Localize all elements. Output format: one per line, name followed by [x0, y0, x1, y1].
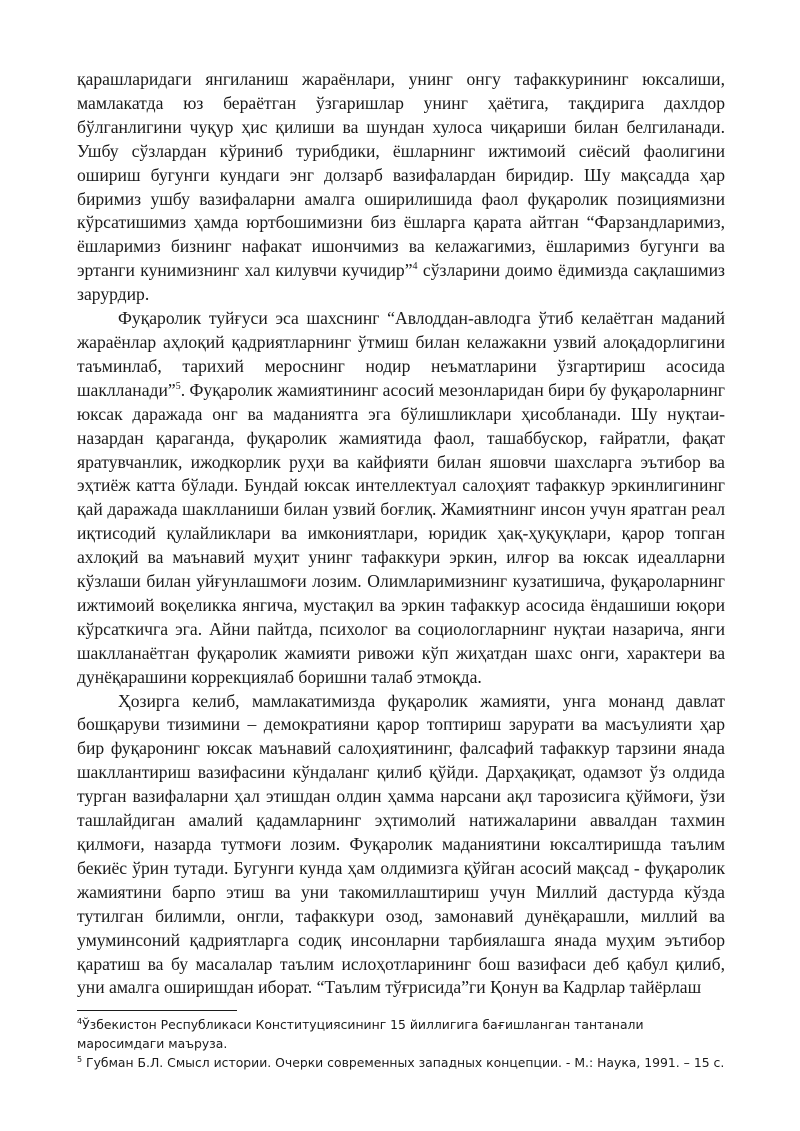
footnote-5-number: 5 [77, 1055, 83, 1065]
paragraph-1 [77, 68, 725, 307]
footnote-5 [77, 1053, 725, 1072]
paragraph-3 [77, 690, 725, 1001]
paragraph-2-text-a: Фуқаролик туйғуси эса шахснинг “Авлоддан-авлодга ўтиб келаётган маданий жараёнлар аҳлоқий қадриятларнинг ўтмиш билан келажакни узвий алоқадорлигини таъминлаб, тарихий мероснинг нодир неъматларини ўзгартириш асосида шаклланади” [77, 308, 725, 400]
paragraph-3-text: Ҳозирга келиб, мамлакатимизда фуқаролик жамияти, унга монанд давлат бошқаруви тизимини – демократияни қарор топтириш зарурати ва масъулияти ҳар бир фуқаронинг юксак маънавий салоҳиятининг, фалсафий тафаккур тарзини янада шакллантириш вазифасини кўндаланг қилиб қўйди. Дарҳақиқат, одамзот ўз олдида турган вазифаларни ҳал этишдан олдин ҳамма нарсани ақл тарозисига қўймоғи, ўзи ташлайдиган амалий қадамларнинг эҳтимолий натижаларини аввалдан тахмин қилмоғи, назарда тутмоғи лозим. Фуқаролик маданиятини юксалтиришда таълим бекиёс ўрин тутади. Бугунги кунда ҳам олдимизга қўйган асосий мақсад - фуқаролик жамиятини барпо этиш ва уни такомиллаштириш учун Миллий дастурда кўзда тутилган билимли, онгли, тафаккури озод, замонавий дунёқарашли, миллий ва умуминсоний қадриятларга содиқ инсонларни тарбиялашга янада муҳим эътибор қаратиш ва бу масалалар таълим ислоҳотларининг бош вазифаси деб қабул қилиб, уни амалга оширишдан иборат. “Таълим тўғрисида”ги Қонун ва Кадрлар тайёрлаш [77, 690, 725, 998]
footnote-4-number: 4 [77, 1017, 83, 1027]
footnote-ref-4[interactable]: 4 [412, 261, 418, 273]
document-page [77, 68, 725, 1072]
footnote-ref-5[interactable]: 5 [175, 380, 181, 392]
footnote-separator [77, 1010, 237, 1011]
paragraph-2-text-b: . Фуқаролик жамиятининг асосий мезонларидан бири бу фуқароларнинг юксак даражада онг ва маданиятга эга бўлишликлари ҳисобланади. Шу нуқтаи-назардан қараганда, фуқаролик жамиятида фаол, ташаббускор, ғайратли, фақат яратувчанлик, ижодкорлик руҳи ва кайфияти билан яшовчи шахсларга эътибор ва эҳтиёж катта бўлади. Бундай юксак интеллектуал салоҳият тафаккур эркинлигининг қай даражада шаклланиши билан узвий боғлиқ. Жамиятнинг инсон учун яратган реал иқтисодий қулайликлари ва имкониятлари, юридик ҳақ-ҳуқуқлари, қарор топган ахлоқий ва маънавий муҳит унинг тафаккури эркин, илғор ва юксак идеалларни кўзлаши билан уйғунлашмоғи лозим. Олимларимизнинг кузатишича, фуқароларнинг ижтимоий воқеликка янгича, мустақил ва эркин тафаккур асосида ёндашиши юқори кўрсаткичга эга. Айни пайтда, психолог ва социологларнинг нуқтаи назарича, янги шаклланаётган фуқаролик жамияти ривожи кўп жиҳатдан шахс онги, характери ва дунёқарашини коррекциялаб боришни талаб этмоқда. [77, 379, 725, 687]
footnote-5-text: Губман Б.Л. Смысл истории. Очерки современных западных концепции. - М.: Наука, 1991. – 15 с. [82, 1055, 725, 1071]
footnote-4 [77, 1015, 725, 1053]
paragraph-1-text-a: қарашларидаги янгиланиш жараёнлари, унинг онгу тафаккурининг юксалиши, мамлакатда юз бераётган ўзгаришлар унинг ҳаётига, тақдирига дахлдор бўлганлигини чуқур ҳис қилиши ва шундан хулоса чиқариши билан белгиланади. Ушбу сўзлардан кўриниб турибдики, ёшларнинг ижтимоий сиёсий фаолигини ошириш бугунги кундаги энг долзарб вазифалардан биридир. Шу мақсадда ҳар биримиз ушбу вазифаларни амалга оширилишида фаол фуқаролик позициямизни кўрсатишимиз ҳамда юртбошимизни биз ёшларга қарата айтган “Фарзандларимиз, ёшларимиз бизнинг нафакат ишончимиз ва келажагимиз, ёшларимиз бугунги ва эртанги кунимизнинг хал килувчи кучидир” [77, 69, 725, 281]
footnote-4-text: Ўзбекистон Республикаси Конституциясининг 15 йиллигига бағишланган тантанали маросимдаги маъруза. [77, 1017, 644, 1052]
paragraph-2 [77, 307, 725, 690]
paragraph-1-text-b: сўзларини доимо ёдимизда сақлашимиз зарурдир. [77, 260, 725, 305]
